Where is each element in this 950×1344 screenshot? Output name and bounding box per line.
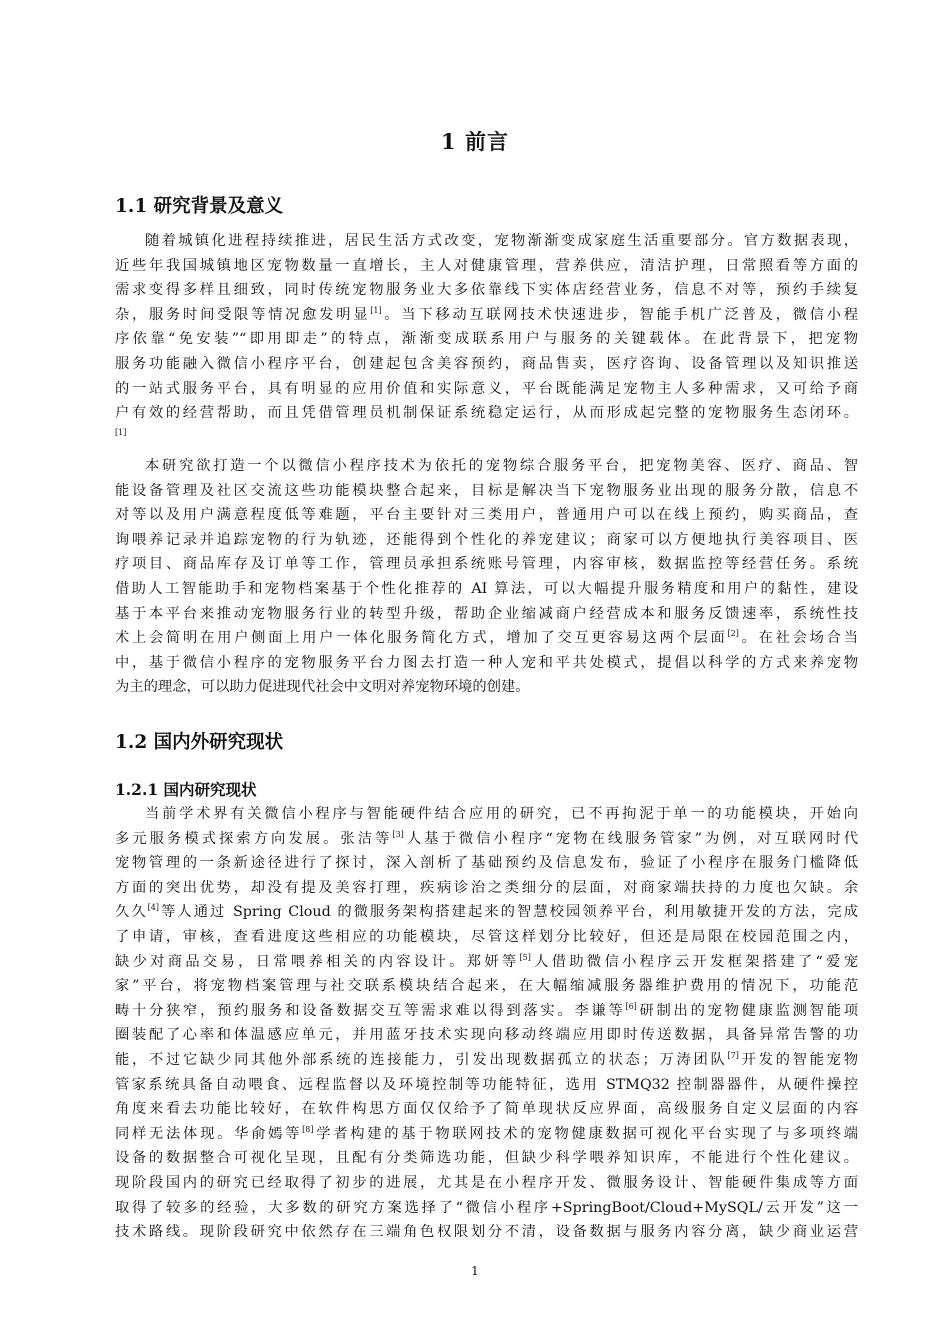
text-line: 管家系统具备自动喂食、远程监督以及环境控制等功能特征，选用 STMQ32 控制器器件，从硬件操控	[115, 1076, 858, 1093]
section-heading-1-1: 1.1 研究背景及意义	[115, 196, 284, 217]
text-line: 家”平台，将宠物档案管理与社交联系模块结合起来，在大幅缩减服务器维护费用的情况下，功能范	[115, 978, 858, 995]
text-line: 术上会简明在用户侧面上用户一体化服务简化方式，增加了交互更容易这两个层面[2]。在社会场合当	[115, 629, 858, 647]
text-line: 户有效的经营帮助，而且凭借管理员机制保证系统稳定运行，从而形成起完整的宠物服务生态闭环。	[115, 405, 858, 422]
text-line: 杂，服务时间受限等情况愈发明显[1]。当下移动互联网技术快速进步，智能手机广泛普及，微信小程	[115, 306, 858, 323]
text-line: 近些年我国城镇地区宠物数量一直增长，主人对健康管理，营养供应，清洁护理，日常照看等方面的	[115, 257, 858, 274]
page-number: 1	[471, 1264, 479, 1278]
chapter-title: 1 前言	[441, 129, 509, 154]
text-line: 畴十分狭窄，预约服务和设备数据交互等需求难以得到落实。李谦等[6]研制出的宠物健康监测智能项	[115, 1001, 858, 1019]
text-line: 取得了较多的经验，大多数的研究方案选择了“微信小程序+SpringBoot/Cloud+MySQL/云开发”这一	[115, 1199, 858, 1216]
text-line: 借助人工智能助手和宠物档案基于个性化推荐的 AI 算法，可以大幅提升服务精度和用户的黏性，建设	[115, 580, 858, 597]
text-line: 基于本平台来推动宠物服务行业的转型升级，帮助企业缩减商户经营成本和服务反馈速率，系统性技	[115, 605, 858, 622]
text-line: 序依靠“免安装”“即用即走”的特点，渐渐变成联系用户与服务的关键载体。在此背景下，把宠物	[115, 331, 858, 348]
text-line: 圈装配了心率和体温感应单元，并用蓝牙技术实现向移动终端应用即时传送数据，具备异常告警的功	[115, 1027, 858, 1044]
section-heading-1-2-1: 1.2.1 国内研究现状	[115, 780, 257, 799]
text-line: 询喂养记录并追踪宠物的行为轨迹，还能得到个性化的养宠建议；商家可以方便地执行美容项目、医	[115, 531, 858, 548]
text-line: 多元服务模式探索方向发展。张洁等[3]人基于微信小程序“宠物在线服务管家”为例，对互联网时代	[115, 829, 858, 847]
text-line: 能，不过它缺少同其他外部系统的连接能力，引发出现数据孤立的状态；万涛团队[7]开发的智能宠物	[115, 1051, 858, 1068]
text-line: 方面的突出优势，却没有提及美容打理，疾病诊治之类细分的层面，对商家端扶持的力度也欠缺。余	[115, 879, 858, 896]
paragraph-domestic-research	[115, 802, 858, 1245]
text-line: 为主的理念，可以助力促进现代社会中文明对养宠物环境的创建。	[115, 679, 530, 696]
text-line: 疗项目、商品库存及订单等工作，管理员承担系统账号管理，内容审核，数据监控等经营任务。系统	[115, 556, 858, 573]
text-line: 本研究欲打造一个以微信小程序技术为依托的宠物综合服务平台，把宠物美容、医疗、商品、智	[145, 458, 858, 474]
text-line: 对等以及用户满意程度低等难题，平台主要针对三类用户，普通用户可以在线上预约，购买商品，查	[115, 507, 858, 524]
text-line: 当前学术界有关微信小程序与智能硬件结合应用的研究，已不再拘泥于单一的功能模块，开始向	[145, 806, 858, 822]
text-line: 需求变得多样且细致，同时传统宠物服务业大多依靠线下实体店经营业务，信息不对等，预约手续复	[115, 282, 858, 299]
section-heading-1-2: 1.2 国内外研究现状	[115, 732, 284, 753]
text-line: 现阶段国内的研究已经取得了初步的进展，尤其是在小程序开发、微服务设计、智能硬件集成等方面	[115, 1174, 858, 1191]
text-line: 宠物管理的一条新途径进行了探讨，深入剖析了基础预约及信息发布，验证了小程序在服务门槛降低	[115, 855, 858, 872]
citation-line: [1]	[115, 427, 127, 437]
text-line: 同样无法体现。华俞嫣等[8]学者构建的基于物联网技术的宠物健康数据可视化平台实现了与多项终端	[115, 1124, 858, 1142]
text-line: 能设备管理及社区交流这些功能模块整合起来，目标是解决当下宠物服务业出现的服务分散，信息不	[115, 482, 858, 499]
text-line: 的一站式服务平台，具有明显的应用价值和实际意义，平台既能满足宠物主人多种需求，又可给予商	[115, 380, 858, 397]
text-line: 久久[4]等人通过 Spring Cloud 的微服务架构搭建起来的智慧校园领养平台，利用敏捷开发的方法，完成	[115, 903, 858, 921]
text-line: 服务功能融入微信小程序平台，创建起包含美容预约，商品售卖，医疗咨询、设备管理以及知识推送	[115, 355, 858, 372]
text-line: 随着城镇化进程持续推进，居民生活方式改变，宠物渐渐变成家庭生活重要部分。官方数据表现，	[145, 233, 858, 249]
text-line: 中，基于微信小程序的宠物服务平台力图去打造一种人宠和平共处模式，提倡以科学的方式来养宠物	[115, 654, 858, 671]
text-line: 设备的数据整合可视化呈现，且配有分类筛选功能，但缺少科学喂养知识库，不能进行个性化建议。	[115, 1150, 858, 1167]
text-line: 了申请，审核，查看进度这些相应的功能模块，尽管这样划分比较好，但还是局限在校园范围之内，	[115, 928, 858, 945]
text-line: 缺少对商品交易，日常喂养相关的内容设计。郑妍等[5]人借助微信小程序云开发框架搭建了“爱宠	[115, 952, 858, 970]
text-line: 角度来看去功能比较好，在软件构思方面仅仅给予了简单现状反应界面，高级服务自定义层面的内容	[115, 1101, 858, 1118]
paragraph-background-1	[115, 229, 858, 440]
text-line: 技术路线。现阶段研究中依然存在三端角色权限划分不清，设备数据与服务内容分离，缺少商业运营	[115, 1224, 858, 1241]
paragraph-background-2	[115, 454, 858, 700]
